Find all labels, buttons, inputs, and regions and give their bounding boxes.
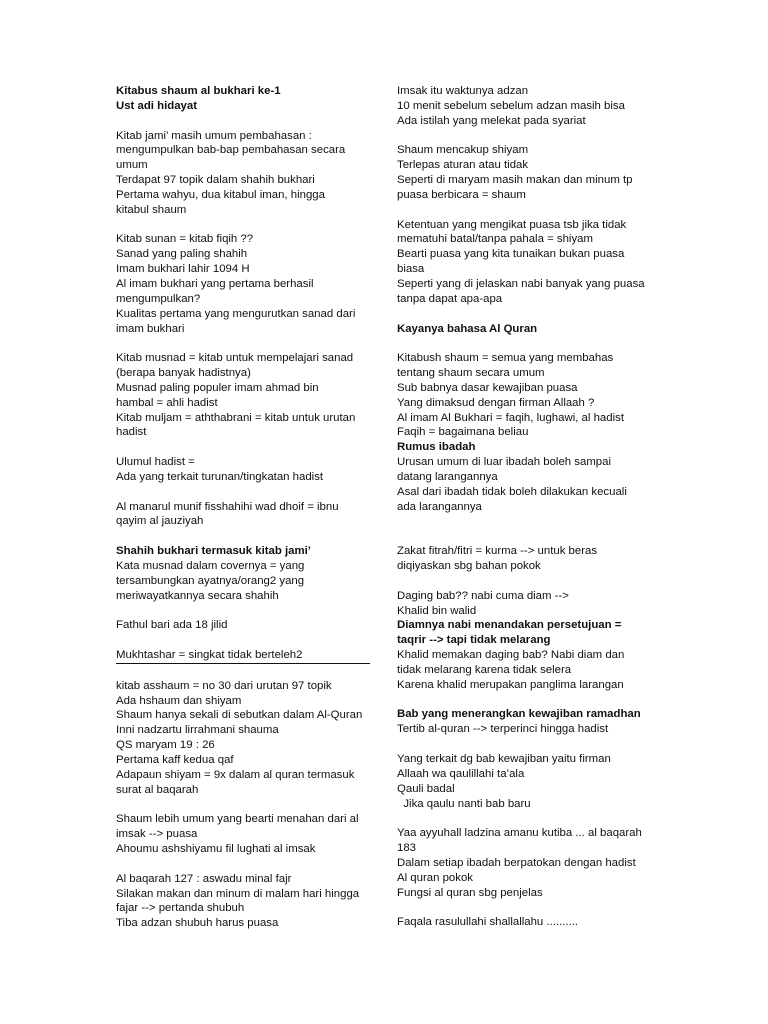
- blank-line: [397, 336, 655, 351]
- right-column-line: Khalid memakan daging bab? Nabi diam dan: [397, 649, 625, 662]
- right-column-line: Qauli badal: [397, 782, 455, 795]
- left-column-line: Kitab musnad = kitab untuk mempelajari sanad: [116, 352, 354, 365]
- blank-line: [397, 900, 655, 915]
- left-column-line: fajar --> pertanda shubuh: [116, 902, 245, 915]
- right-column-line: Daging bab?? nabi cuma diam -->: [397, 589, 569, 602]
- right-column-line: Faqala rasulullahi shallallahu ..........: [397, 916, 579, 929]
- left-column-line: Mukhtashar = singkat tidak berteleh2: [116, 648, 370, 664]
- left-column-line: Kualitas pertama yang mengurutkan sanad dari: [116, 307, 356, 320]
- blank-line: [397, 129, 655, 144]
- left-column-line: Ahoumu ashshiyamu fil lughati al imsak: [116, 843, 316, 856]
- right-column-line: tanpa dapat apa-apa: [397, 292, 503, 305]
- blank-line: [116, 440, 374, 455]
- blank-line: [116, 336, 374, 351]
- left-column-line: Ulumul hadist =: [116, 456, 195, 469]
- left-column-line: Kitabus shaum al bukhari ke-1: [116, 85, 281, 97]
- right-column-line: Faqih = bagaimana beliau: [397, 426, 529, 439]
- right-column-line: Sub babnya dasar kewajiban puasa: [397, 381, 578, 394]
- right-column-line: Allaah wa qaulillahi ta’ala: [397, 767, 525, 780]
- right-column-line: Al imam Al Bukhari = faqih, lughawi, al hadist: [397, 411, 624, 424]
- right-column-line: Dalam setiap ibadah berpatokan dengan hadist: [397, 856, 636, 869]
- right-column-line: Rumus ibadah: [397, 441, 476, 454]
- right-column-line: taqrir --> tapi tidak melarang: [397, 634, 551, 647]
- left-column-line: Silakan makan dan minum di malam hari hingga: [116, 887, 360, 900]
- left-column-line: meriwayatkannya secara shahih: [116, 589, 279, 602]
- blank-line: [116, 604, 374, 619]
- right-column-line: Ada istilah yang melekat pada syariat: [397, 114, 586, 127]
- right-column-line: Seperti yang di jelaskan nabi banyak yang puasa: [397, 277, 645, 290]
- blank-line: [116, 218, 374, 233]
- left-column-line: Ada hshaum dan shiyam: [116, 694, 242, 707]
- right-column-line: Shaum mencakup shiyam: [397, 144, 529, 157]
- left-column-line: qayim al jauziyah: [116, 515, 204, 528]
- left-column-line: Al baqarah 127 : aswadu minal fajr: [116, 872, 292, 885]
- left-column-line: Ust adi hidayat: [116, 99, 198, 112]
- blank-line: [116, 798, 374, 813]
- blank-line: [116, 529, 374, 544]
- right-column-line: 183: [397, 842, 417, 855]
- blank-line: [397, 574, 655, 589]
- left-column-line: Kitab sunan = kitab fiqih ??: [116, 233, 254, 246]
- blank-line: [116, 633, 374, 648]
- right-column-line: Kitabush shaum = semua yang membahas: [397, 352, 614, 365]
- blank-line: [397, 514, 655, 529]
- left-column-line: Al manarul munif fisshahihi wad dhoif = ibnu: [116, 500, 339, 513]
- right-column-line: Terlepas aturan atau tidak: [397, 159, 529, 172]
- blank-line: [116, 664, 374, 679]
- right-column-line: Asal dari ibadah tidak boleh dilakukan kecuali: [397, 485, 627, 498]
- left-column-line: Pertama wahyu, dua kitabul iman, hingga: [116, 188, 325, 201]
- right-column-line: Khalid bin walid: [397, 604, 477, 617]
- blank-line: [116, 857, 374, 872]
- blank-line: [116, 485, 374, 500]
- right-column-line: Yaa ayyuhall ladzina amanu kutiba ... al baqarah: [397, 827, 642, 840]
- left-column-line: umum: [116, 159, 148, 172]
- right-column-line: 10 menit sebelum sebelum adzan masih bisa: [397, 99, 625, 112]
- right-column-line: biasa: [397, 263, 425, 276]
- blank-line: [397, 737, 655, 752]
- right-column-line: Kayanya bahasa Al Quran: [397, 322, 538, 335]
- right-column: [397, 84, 655, 930]
- right-column-line: Yang dimaksud dengan firman Allaah ?: [397, 396, 595, 409]
- right-column-line: Diamnya nabi menandakan persetujuan =: [397, 619, 622, 632]
- left-column-line: Shaum hanya sekali di sebutkan dalam Al-Quran: [116, 709, 363, 722]
- right-column-line: Urusan umum di luar ibadah boleh sampai: [397, 456, 612, 469]
- right-column-line: Yang terkait dg bab kewajiban yaitu firman: [397, 752, 611, 765]
- left-column-line: Musnad paling populer imam ahmad bin: [116, 381, 319, 394]
- left-column-line: Fathul bari ada 18 jilid: [116, 619, 228, 632]
- right-column-line: Ketentuan yang mengikat puasa tsb jika tidak: [397, 218, 627, 231]
- blank-line: [397, 811, 655, 826]
- left-column-line: hambal = ahli hadist: [116, 396, 218, 409]
- left-column-line: imsak --> puasa: [116, 828, 198, 841]
- left-column-line: Adapaun shiyam = 9x dalam al quran termasuk: [116, 768, 355, 781]
- right-column-line: Karena khalid merupakan panglima larangan: [397, 678, 624, 691]
- right-column-line: mematuhi batal/tanpa pahala = shiyam: [397, 233, 593, 246]
- left-column-line: Pertama kaff kedua qaf: [116, 753, 234, 766]
- left-column-line: kitab asshaum = no 30 dari urutan 97 topik: [116, 679, 332, 692]
- left-column-line: Kitab muljam = aththabrani = kitab untuk urutan: [116, 411, 356, 424]
- right-column-line: Jika qaulu nanti bab baru: [397, 797, 531, 810]
- right-column-line: Zakat fitrah/fitri = kurma --> untuk beras: [397, 545, 598, 558]
- right-column-line: puasa berbicara = shaum: [397, 188, 526, 201]
- left-column-line: kitabul shaum: [116, 203, 187, 216]
- left-column-line: QS maryam 19 : 26: [116, 739, 215, 752]
- left-column: [116, 84, 374, 931]
- right-column-line: tidak melarang karena tidak selera: [397, 663, 572, 676]
- left-column-line: surat al baqarah: [116, 783, 199, 796]
- left-column-line: mengumpulkan bab-bap pembahasan secara: [116, 144, 346, 157]
- blank-line: [116, 114, 374, 129]
- blank-line: [397, 203, 655, 218]
- left-column-line: (berapa banyak hadistnya): [116, 367, 251, 380]
- right-column-line: ada larangannya: [397, 500, 482, 513]
- left-column-line: Sanad yang paling shahih: [116, 248, 248, 261]
- left-column-line: Kata musnad dalam covernya = yang: [116, 560, 305, 572]
- right-column-line: tentang shaum secara umum: [397, 367, 545, 380]
- blank-line: [397, 307, 655, 322]
- left-column-line: mengumpulkan?: [116, 292, 201, 305]
- left-column-line: Terdapat 97 topik dalam shahih bukhari: [116, 174, 315, 187]
- left-column-line: hadist: [116, 426, 147, 439]
- right-column-line: Bab yang menerangkan kewajiban ramadhan: [397, 708, 641, 721]
- left-column-line: tersambungkan ayatnya/orang2 yang: [116, 574, 305, 587]
- left-column-line: imam bukhari: [116, 322, 185, 335]
- right-column-line: Al quran pokok: [397, 871, 473, 884]
- left-column-line: Kitab jami’ masih umum pembahasan :: [116, 129, 312, 142]
- left-column-line: Shahih bukhari termasuk kitab jami’: [116, 545, 311, 558]
- right-column-line: Fungsi al quran sbg penjelas: [397, 886, 543, 899]
- right-column-line: diqiyaskan sbg bahan pokok: [397, 560, 541, 572]
- left-column-line: Ada yang terkait turunan/tingkatan hadist: [116, 470, 324, 483]
- right-column-line: Bearti puasa yang kita tunaikan bukan puasa: [397, 248, 625, 261]
- right-column-line: Tertib al-quran --> terperinci hingga hadist: [397, 723, 609, 736]
- blank-line: [397, 529, 655, 544]
- blank-line: [397, 693, 655, 708]
- right-column-line: Imsak itu waktunya adzan: [397, 85, 529, 97]
- right-column-line: datang larangannya: [397, 470, 498, 483]
- right-column-line: Seperti di maryam masih makan dan minum tp: [397, 174, 633, 187]
- left-column-line: Al imam bukhari yang pertama berhasil: [116, 277, 314, 290]
- left-column-line: Tiba adzan shubuh harus puasa: [116, 917, 279, 930]
- left-column-line: Imam bukhari lahir 1094 H: [116, 263, 250, 276]
- left-column-line: Shaum lebih umum yang bearti menahan dari al: [116, 813, 359, 826]
- left-column-line: Inni nadzartu lirrahmani shauma: [116, 724, 279, 737]
